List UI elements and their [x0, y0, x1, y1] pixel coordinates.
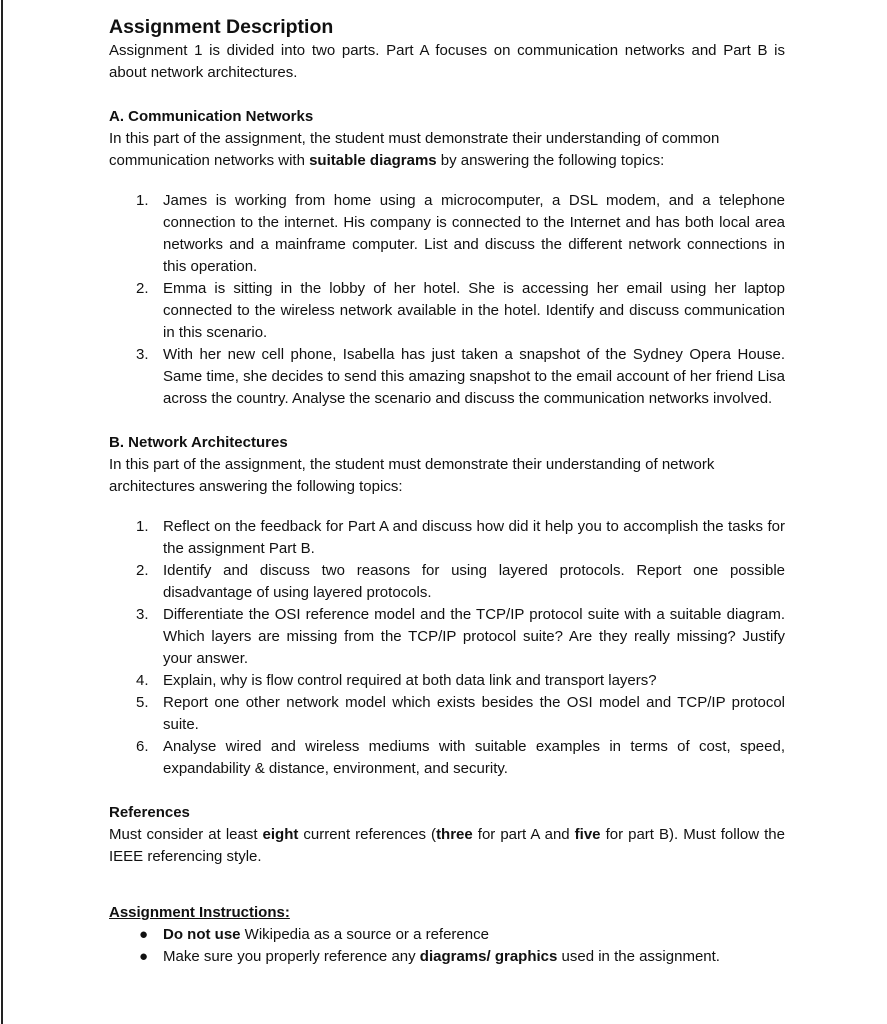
bullet-icon: ●	[139, 948, 149, 965]
bullet-icon: ●	[139, 926, 149, 943]
list-item: 5. Report one other network model which exists besides the OSI model and TCP/IP protocol suite.	[136, 694, 785, 733]
instructions-heading: Assignment Instructions:	[109, 904, 290, 921]
part-b-heading: B. Network Architectures	[109, 434, 288, 451]
list-item: 2. Identify and discuss two reasons for using layered protocols. Report one possible disadvantage of using layered protocols.	[136, 562, 785, 601]
list-item: 1. James is working from home using a microcomputer, a DSL modem, and a telephone connection to the internet. His company is connected to the Internet and has both local area networks and a mainframe computer. List and discuss the different network connections in this operation.	[136, 192, 785, 275]
references-heading: References	[109, 804, 190, 821]
list-item: 3. Differentiate the OSI reference model and the TCP/IP protocol suite with a suitable diagram. Which layers are missing from the TCP/IP protocol suite? Are they really missing? Justify your answer.	[136, 606, 785, 667]
list-item: ● Make sure you properly reference any diagrams/ graphics used in the assignment.	[109, 946, 785, 968]
part-a-list	[109, 190, 785, 410]
left-border-line	[1, 0, 3, 1024]
part-b-list	[109, 516, 785, 780]
instructions-list	[109, 924, 785, 968]
assignment-document	[109, 14, 785, 968]
list-item: 3. With her new cell phone, Isabella has just taken a snapshot of the Sydney Opera House. Same time, she decides to send this amazing snapshot to the email account of her friend Lisa across the country. Analyse the scenario and discuss the communication networks involved.	[136, 346, 785, 407]
part-b-intro: In this part of the assignment, the student must demonstrate their understanding of network architectures answering the following topics:	[109, 456, 715, 495]
references-text: Must consider at least eight current references (three for part A and five for part B). Must follow the IEEE referencing style.	[109, 826, 785, 865]
document-intro: Assignment 1 is divided into two parts. Part A focuses on communication networks and Part B is about network architectures.	[109, 42, 785, 81]
part-a-intro-bold: suitable diagrams	[309, 152, 437, 169]
list-item: 6. Analyse wired and wireless mediums with suitable examples in terms of cost, speed, expandability & distance, environment, and security.	[136, 738, 785, 777]
list-item: ● Do not use Wikipedia as a source or a reference	[109, 924, 785, 946]
part-a-intro: In this part of the assignment, the student must demonstrate their understanding of common communication networks with suitable diagrams by answering the following topics:	[109, 130, 720, 169]
list-item: 1. Reflect on the feedback for Part A and discuss how did it help you to accomplish the tasks for the assignment Part B.	[136, 518, 785, 557]
document-title: Assignment Description	[109, 16, 334, 38]
list-item: 4. Explain, why is flow control required at both data link and transport layers?	[136, 672, 657, 689]
part-a-heading: A. Communication Networks	[109, 108, 314, 125]
list-item: 2. Emma is sitting in the lobby of her hotel. She is accessing her email using her laptop connected to the wireless network available in the hotel. Identify and discuss communication in this scenario.	[136, 280, 785, 341]
